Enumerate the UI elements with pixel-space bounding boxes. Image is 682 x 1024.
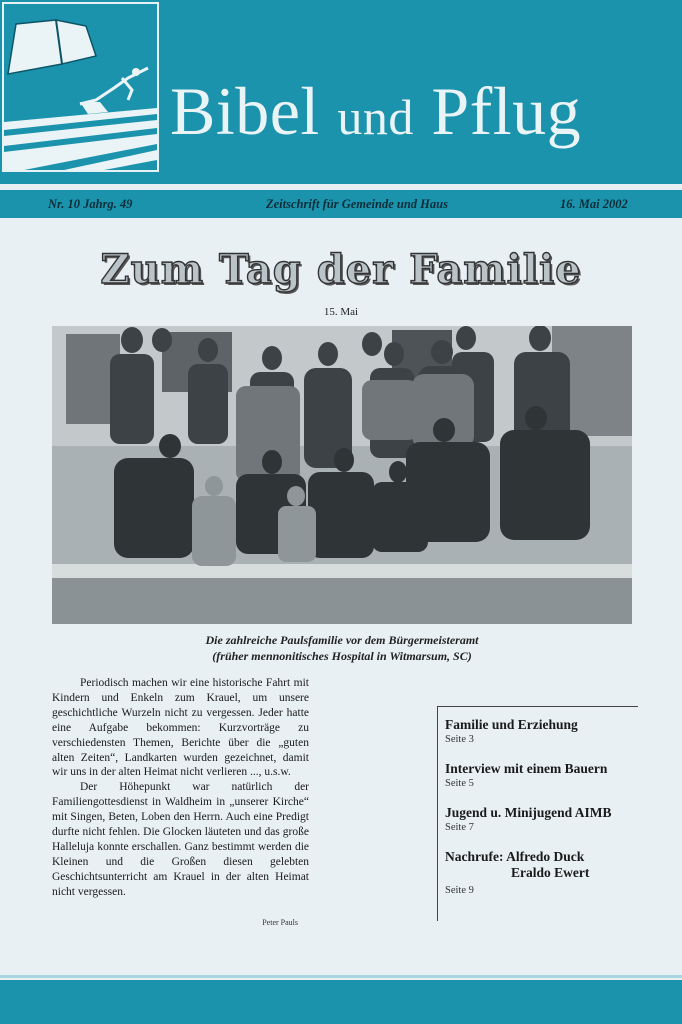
toc-item[interactable] bbox=[445, 717, 578, 745]
book-and-plough-icon bbox=[4, 4, 157, 170]
toc-item-page: Seite 9 bbox=[445, 885, 474, 896]
title-und: und bbox=[337, 89, 414, 145]
article-author: Peter Pauls bbox=[262, 918, 298, 927]
toc-item-title: Familie und Erziehung bbox=[445, 717, 578, 732]
photo-caption-line1: Die zahlreiche Paulsfamilie vor dem Bürgermeisteramt bbox=[205, 633, 479, 647]
logo bbox=[2, 2, 159, 172]
issue-number: Nr. 10 Jahrg. 49 bbox=[48, 197, 133, 211]
title-pflug: Pflug bbox=[431, 73, 582, 149]
toc-item-page: Seite 5 bbox=[445, 778, 474, 789]
masthead-title bbox=[170, 72, 581, 151]
masthead-divider bbox=[0, 184, 682, 189]
magazine-subtitle: Zeitschrift für Gemeinde und Haus bbox=[266, 197, 448, 211]
article-body bbox=[52, 676, 309, 900]
toc-item[interactable] bbox=[445, 805, 612, 833]
family-photo bbox=[52, 326, 632, 624]
toc-item-page: Seite 3 bbox=[445, 734, 474, 745]
family-photo-image bbox=[52, 326, 632, 624]
info-bar bbox=[0, 190, 682, 218]
photo-caption-line2: (früher mennonitisches Hospital in Witmarsum, SC) bbox=[212, 649, 472, 663]
article-paragraph-1: Periodisch machen wir eine historische Fahrt mit Kindern und Enkeln zum Krauel, um unsere geschichtliche Wurzeln nicht zu vergessen. Jeder hatte eine Aufgabe bekommen: Kurzvorträge zu verschiedensten Themen, Berichte über die „guten alten Zeiten“, Landkarten wurden gezeichnet, damit wir uns in der alten Heimat nicht verlieren ..., u.s.w. bbox=[52, 677, 309, 779]
issue-date: 16. Mai 2002 bbox=[560, 197, 628, 211]
article-paragraph-2: Der Höhepunkt war natürlich der Familiengottesdienst in Waldheim in „unserer Kirche“ mit Singen, Beten, Loben den Herrn. Auch eine Predigt durfte nicht fehlen. Die Glocken läuteten und das große Halleluja konnte erschallen. Ganz bestimmt werden die Kleinen und die Großen diesen gelebten Geschichtsunterricht am Krauel in der alten Heimat nicht vergessen. bbox=[52, 781, 309, 898]
table-of-contents bbox=[437, 706, 638, 921]
toc-item-page: Seite 7 bbox=[445, 822, 474, 833]
toc-item-title: Interview mit einem Bauern bbox=[445, 761, 608, 776]
footer-divider bbox=[0, 975, 682, 978]
toc-item[interactable] bbox=[445, 761, 607, 789]
toc-item-title: Jugend u. Minijugend AIMB bbox=[445, 805, 612, 820]
headline-date: 15. Mai bbox=[323, 306, 359, 318]
headline: Zum Tag der Familie bbox=[100, 246, 582, 293]
footer-bar bbox=[0, 980, 682, 1024]
photo-caption bbox=[52, 632, 632, 664]
toc-item-title-second-line: Eraldo Ewert bbox=[511, 865, 590, 880]
toc-item[interactable] bbox=[445, 849, 589, 896]
title-bibel: Bibel bbox=[170, 73, 320, 149]
masthead bbox=[0, 0, 682, 184]
toc-item-title: Nachrufe: Alfredo Duck bbox=[445, 849, 585, 864]
